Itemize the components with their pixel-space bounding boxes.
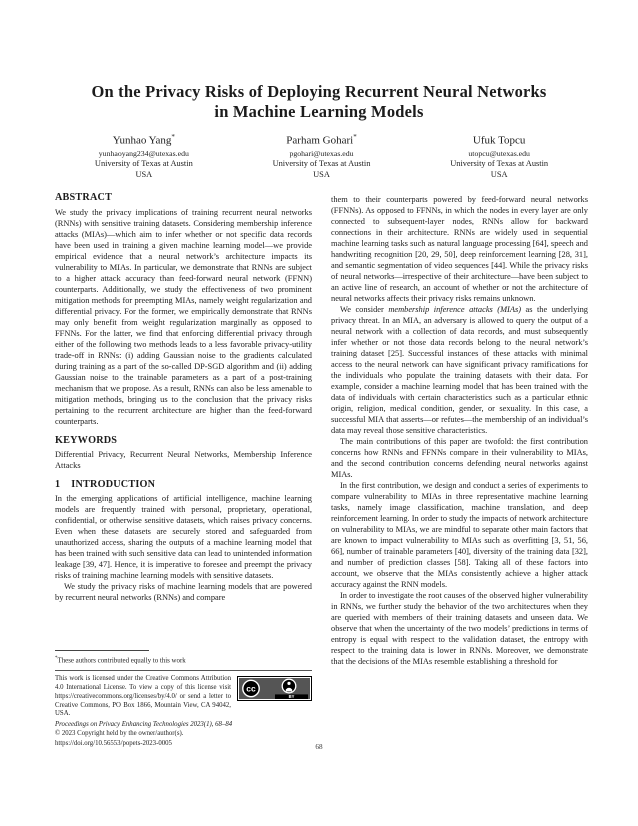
italic-term: membership inference attacks (MIAs) <box>388 305 522 314</box>
page-number: 68 <box>315 743 323 751</box>
author-name-text: Parham Gohari <box>286 134 354 147</box>
two-column-body <box>55 192 588 667</box>
author-country: USA <box>135 169 153 179</box>
keywords-text: Differential Privacy, Recurrent Neural Networks, Membership Inference Attacks <box>55 450 312 470</box>
author-name-text: Yunhao Yang <box>112 134 172 147</box>
author-name-text: Ufuk Topcu <box>472 134 526 147</box>
title-block <box>0 82 638 122</box>
doi-link[interactable]: https://doi.org/10.56553/popets-2023-0005 <box>55 739 172 747</box>
left-column <box>55 192 312 650</box>
svg-text:cc: cc <box>246 683 256 694</box>
body-paragraph: them to their counterparts powered by feed-forward neural networks (FFNNs). As opposed to FFNNs, in which the nodes in every layer are only connected to subsequent-layer nodes, RNNs allow for backward connections in their architecture. RNNs are widely used in sequential machine learning tasks such as natural language processing [64], speech and handwriting recognition [20, 29, 50], deep reinforcement learning [28, 31], and semantic segmentation of video sequences [44]. While the privacy risks of neural networks—irrespective of their architecture—have been subject to an active line of research, an account of whether or not the architecture of neural networks affects their privacy risks remains unknown. <box>331 195 588 303</box>
author-affiliation: University of Texas at Austin <box>272 159 371 169</box>
author-card <box>233 130 411 180</box>
author-footnote-mark: * <box>171 133 175 141</box>
body-paragraph <box>331 304 588 436</box>
body-paragraph: In order to investigate the root causes of the observed higher vulnerability in RNNs, we further study the behavior of the two architectures when they are queried with members of their training datasets and unseen data. We observe that when the uncertainty of the two models’ predictions in terms of entropy is equal with respect to the validation dataset, the entropy with respect to the training data is lower in RNNs. Moreover, we demonstrate that the decisions of the MIAs resemble establishing a threshold for <box>331 591 588 666</box>
license-block <box>55 675 312 748</box>
abstract-text: We study the privacy implications of training recurrent neural networks (RNNs) with sensitive training datasets. Considering membership inference attacks (MIAs)—which aim to infer whether or not specific data records have been used in training a given machine learning model—we provide empirical evidence that a neural network’s architecture impacts its vulnerability to MIAs. In particular, we demonstrate that RNNs are subject to a higher attack accuracy than feed-forward neural network (FFNN) counterparts. Additionally, we study the effectiveness of two prominent mitigation methods for preempting MIAs, namely weight regularization and differential privacy. For the former, we empirically demonstrate that RNNs may only benefit from weight regularization marginally as opposed to FFNNs. For the latter, we find that enforcing differential privacy through either of the following two methods leads to a less favorable privacy-utility trade-off in RNNs: (i) adding Gaussian noise to the gradients calculated during training as a part of the so-called DP-SGD algorithm and (ii) adding Gaussian noise to the trainable parameters as a part of a post-training mechanism that we propose. As a result, RNNs can also be less amenable to mitigation methods, bringing us to the conclusion that the privacy risks pertaining to the recurrent architecture are higher than the feed-forward counterparts. <box>55 208 312 426</box>
author-email[interactable]: pgohari@utexas.edu <box>289 148 354 158</box>
badge-by-label: BY <box>288 694 295 700</box>
paper-title-line1: On the Privacy Risks of Deploying Recurrent Neural Networks <box>91 82 547 101</box>
introduction-heading <box>55 479 312 490</box>
author-name <box>233 130 411 149</box>
footnote-rule <box>55 650 149 651</box>
author-card <box>410 130 588 180</box>
keywords-heading: KEYWORDS <box>55 435 118 446</box>
paper-title <box>0 82 638 122</box>
license-divider-rule <box>55 670 312 671</box>
author-footnote-mark: * <box>353 133 357 141</box>
paragraph-text: We consider <box>340 305 389 314</box>
section-number: 1 <box>55 479 61 490</box>
proceedings-line: Proceedings on Privacy Enhancing Technologies 2023(1), 68–84 <box>55 721 233 729</box>
right-column <box>331 192 588 667</box>
intro-paragraph: We study the privacy risks of machine learning models that are powered by recurrent neural networks (RNNs) and compare <box>55 582 312 602</box>
body-paragraph: In the first contribution, we design and conduct a series of experiments to compare vulnerability to MIAs in three representative machine learning tasks, namely image classification, machine translation, and deep reinforcement learning. In order to study the impacts of network architecture on vulnerability to MIAs, we are mindful to separate other main factors that are known to impact vulnerability to MIAs such as overfitting [3, 51, 56, 66], number of trainable parameters [40], diversity of the training data [32], and number of prediction classes [58]. Taking all of these factors into account, we observe that the MIAs consistently achieve a higher attack accuracy against the RNN models. <box>331 481 588 589</box>
paper-title-line2: in Machine Learning Models <box>214 102 424 122</box>
section-title: INTRODUCTION <box>71 479 156 490</box>
first-page-footer <box>55 650 312 749</box>
author-email[interactable]: utopcu@utexas.edu <box>468 148 530 158</box>
author-country: USA <box>490 169 508 179</box>
cc-by-badge-icon <box>237 676 312 705</box>
footnote-text: These authors contributed equally to this work <box>57 657 186 665</box>
license-text: This work is licensed under the Creative Commons Attribution 4.0 International License. To view a copy of this license visit https://creativecommons.org/licenses/by/4.0/ or send a letter to Creative Commons, PO Box 1866, Mountain View, CA 94042, USA. <box>55 675 231 718</box>
intro-paragraph: In the emerging applications of artificial intelligence, machine learning models are frequently trained with personal, proprietary, operational, confidential, or otherwise sensitive datasets, which raises privacy concerns. Even when these datasets are securely stored and safeguarded from unauthorized access, sharing the outputs of a machine learning model that has been trained with such sensitive data can lead to unintended information leakage [39, 47]. Hence, it is imperative to foresee and preempt the privacy risks of training machine learning models with sensitive datasets. <box>55 494 312 580</box>
equal-contribution-footnote <box>55 654 312 665</box>
author-affiliation: University of Texas at Austin <box>94 159 193 169</box>
footnote-marker: * <box>55 656 58 661</box>
author-block <box>55 130 588 180</box>
author-name <box>55 130 233 149</box>
copyright-line: © 2023 Copyright held by the owner/author(s). <box>55 730 184 738</box>
abstract-heading: ABSTRACT <box>55 192 113 203</box>
body-paragraph: The main contributions of this paper are twofold: the first contribution concerns how RNNs and FFNNs compare in their vulnerability to MIAs, and the second contribution concerns defending neural networks against MIAs. <box>331 437 588 479</box>
author-country: USA <box>313 169 330 179</box>
paragraph-text: as the underlying privacy threat. In an MIA, an adversary is allowed to query the output of a neural network with a collection of data records, and must subsequently infer whether or not those data records belong to the neural network’s training dataset [25]. Successful instances of these attacks with minimal access to the neural network can have significant privacy ramifications for the individuals who populate the training datasets with their data. For example, consider a machine learning model that has been trained with the data of individuals with certain characteristics such as a particular ethnic origin, religion, medical condition, gender, or sexuality. In this case, a successful MIA that asserts—or refutes—the membership of an individual’s data may reveal those sensitive characteristics. <box>331 305 588 435</box>
author-affiliation: University of Texas at Austin <box>450 159 549 169</box>
author-card <box>55 130 233 180</box>
author-email[interactable]: yunhaoyang234@utexas.edu <box>98 148 189 158</box>
author-name <box>410 130 588 149</box>
